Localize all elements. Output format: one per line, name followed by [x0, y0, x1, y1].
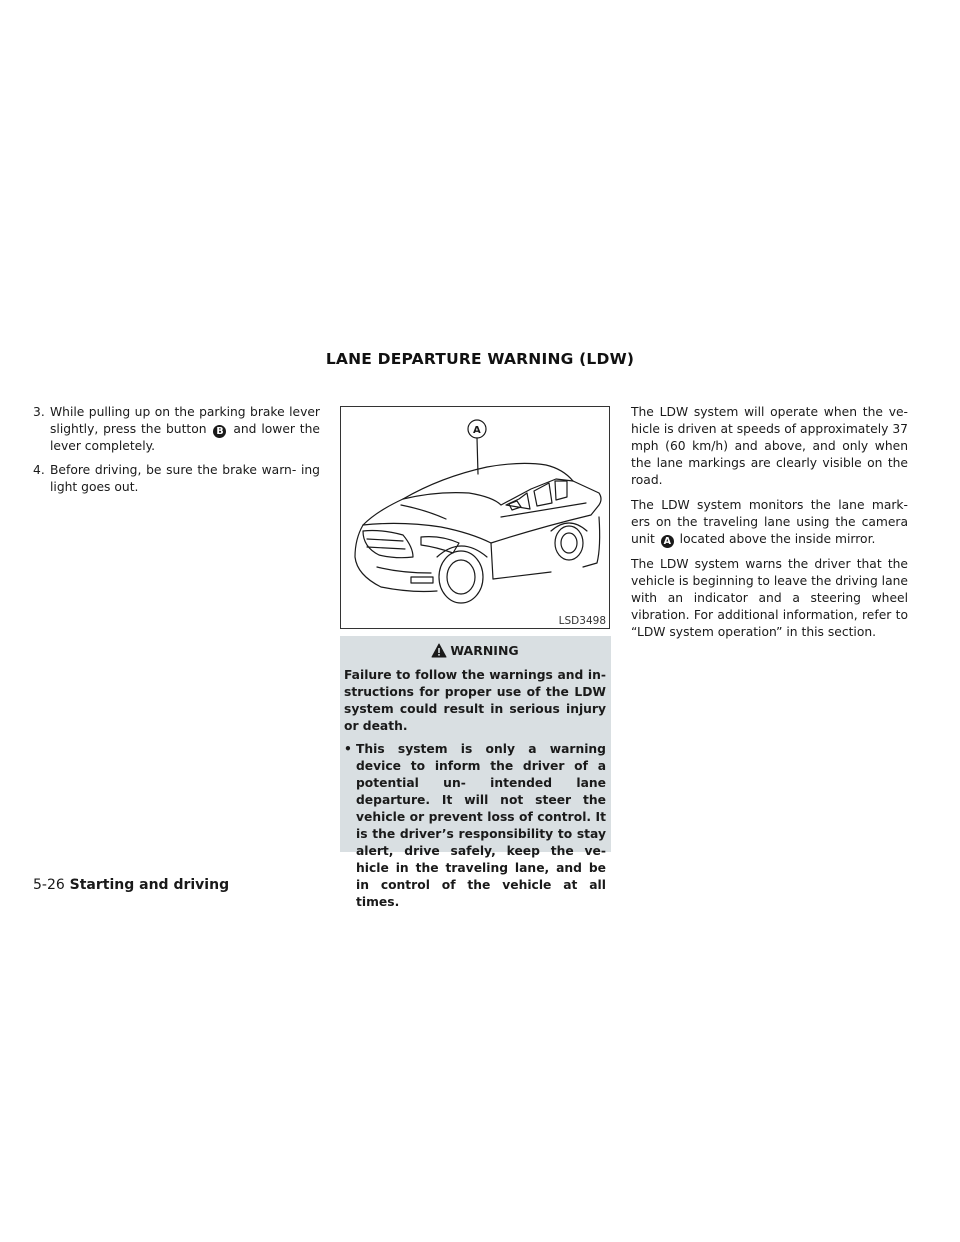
figure-code: LSD3498 [558, 615, 606, 627]
warning-paragraph: Failure to follow the warnings and in- structions for proper use of the LDW system could result in serious injury or death. [344, 668, 606, 733]
step-text: Before driving, be sure the brake warn- ing light goes out. [50, 463, 320, 494]
camera-text-after: located above the inside mirror. [679, 532, 876, 546]
warning-bullet [344, 741, 606, 911]
step-4 [33, 462, 320, 496]
right-column [631, 404, 908, 649]
step-text [50, 404, 320, 455]
footer-section-title: Starting and driving [69, 877, 230, 893]
warning-box [340, 636, 611, 909]
warning-bullet-text: This system is only a warning device to inform the driver of a potential un- intended lane departure. It will not steer the vehicle or prevent loss of control. It is the driver’s responsibility to stay alert, drive safely, keep the ve- hicle in the traveling lane, and be in control of the vehicle at all times. [356, 742, 606, 909]
vehicle-illustration [340, 406, 610, 629]
step-text-before: While pulling up on the parking brake lever slightly, press the button [50, 405, 320, 436]
page-number: 5-26 [33, 877, 65, 893]
callout-a-marker: A [661, 535, 674, 548]
callout-b-marker: B [213, 425, 226, 438]
callout-a-label: A [473, 425, 481, 436]
car-drawing [341, 407, 609, 628]
warning-label: WARNING [450, 642, 519, 658]
step-number: 3. [33, 405, 45, 419]
step-text-after: and lower the lever completely. [50, 422, 320, 453]
step-number: 4. [33, 463, 45, 477]
bullet-mark: • [344, 742, 352, 756]
left-column [33, 404, 320, 503]
page-footer [33, 877, 229, 893]
camera-text-before: The LDW system monitors the lane mark- ers on the traveling lane using the camera unit [631, 498, 908, 546]
paragraph-operation: The LDW system will operate when the ve- hicle is driven at speeds of approximately 37 mph (60 km/h) and above, and only when the lane markings are clearly visible on the road. [631, 405, 908, 487]
paragraph-warning-behavior: The LDW system warns the driver that the vehicle is beginning to leave the driving lane with an indicator and a steering wheel vibration. For additional information, refer to “LDW system operation” in this section. [631, 557, 908, 639]
step-3 [33, 404, 320, 455]
paragraph-camera [631, 497, 908, 548]
section-title: LANE DEPARTURE WARNING (LDW) [325, 350, 635, 368]
warning-triangle-icon [431, 643, 447, 658]
warning-heading [344, 641, 606, 659]
